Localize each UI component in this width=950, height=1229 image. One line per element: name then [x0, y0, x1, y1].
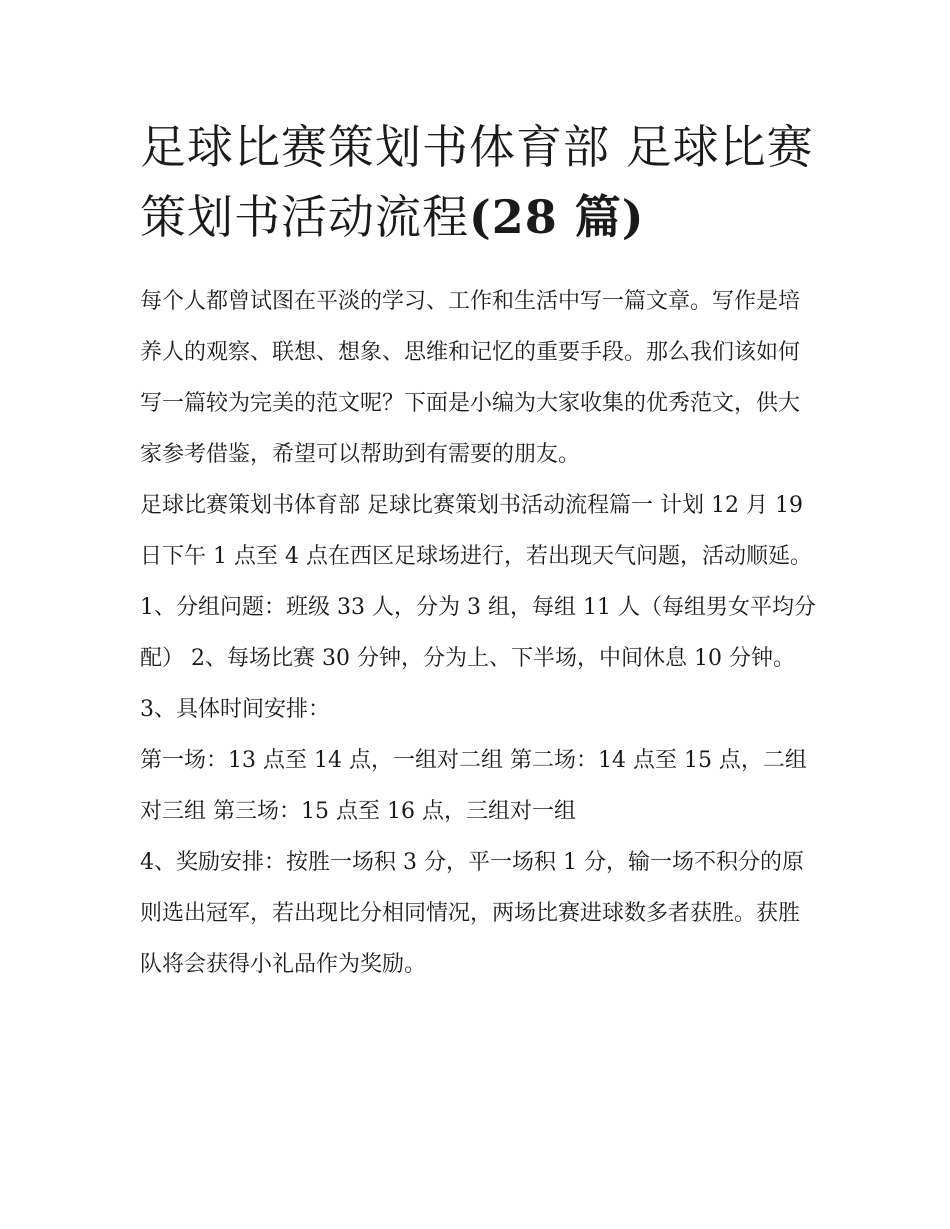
document-page [140, 112, 820, 990]
schedule-paragraph: 第一场：13 点至 14 点，一组对二组 第二场：14 点至 15 点，二组对三组 第三场：15 点至 16 点，三组对一组 [140, 748, 807, 824]
grouping-paragraph: 1、分组问题：班级 33 人，分为 3 组，每组 11 人（每组男女平均分配） 2、每场比赛 30 分钟，分为上、下半场，中间休息 10 分钟。 3、具体时间安排： [140, 595, 816, 722]
plan-paragraph: 足球比赛策划书体育部 足球比赛策划书活动流程篇一 计划 12 月 19 日下午 1 点至 4 点在西区足球场进行，若出现天气问题，活动顺延。 [140, 493, 812, 569]
reward-paragraph: 4、奖励安排：按胜一场积 3 分，平一场积 1 分，输一场不积分的原则选出冠军，若出现比分相同情况，两场比赛进球数多者获胜。获胜队将会获得小礼品作为奖励。 [140, 850, 804, 977]
document-title-suffix: (28 篇) [469, 190, 645, 244]
document-title-main: 足球比赛策划书体育部 足球比赛策划书活动流程 [140, 120, 814, 244]
intro-paragraph: 每个人都曾试图在平淡的学习、工作和生活中写一篇文章。写作是培养人的观察、联想、想象、思维和记忆的重要手段。那么我们该如何写一篇较为完美的范文呢？下面是小编为大家收集的优秀范文，供大家参考借鉴，希望可以帮助到有需要的朋友。 [140, 289, 801, 467]
document-title [140, 112, 820, 252]
